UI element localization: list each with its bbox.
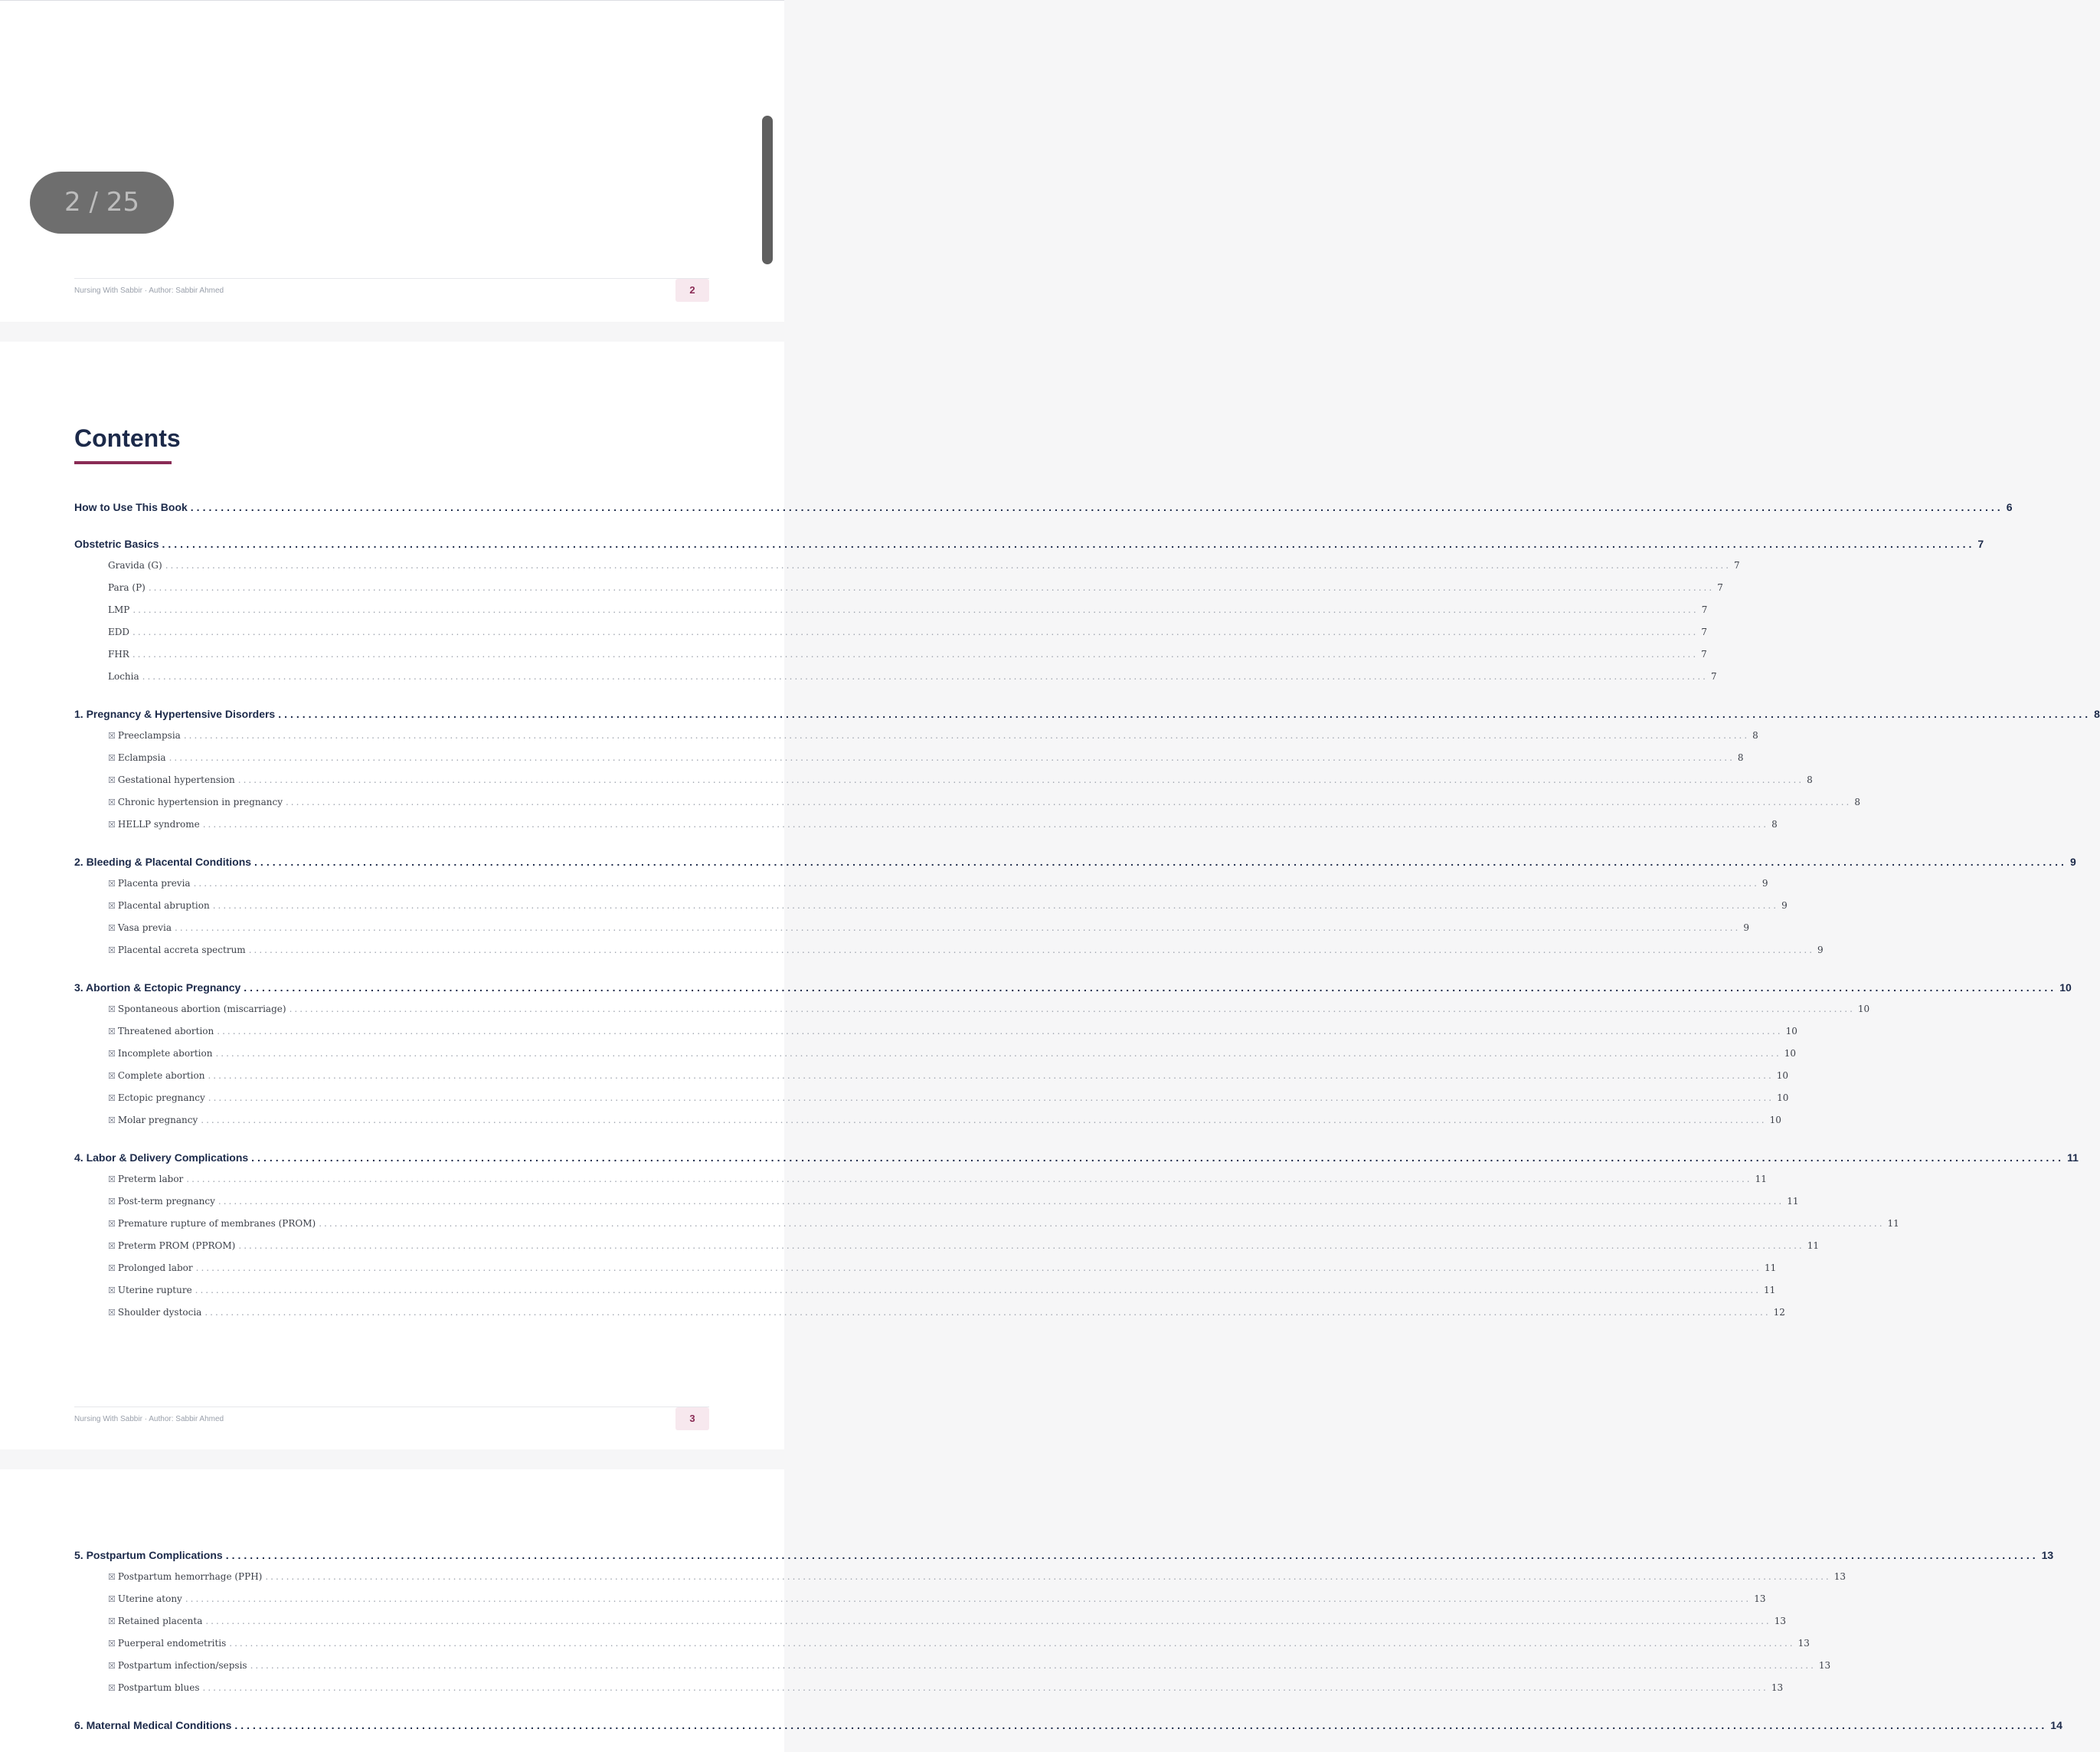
checkbox-icon: ☒ <box>108 1594 116 1604</box>
toc-entry-text: Vasa previa <box>117 922 172 933</box>
toc-page-number: 8 <box>2094 708 2100 720</box>
footer-page-number: 3 <box>675 1407 709 1430</box>
toc-subentry[interactable] <box>74 1571 1846 1593</box>
footer-text: Nursing With Sabbir · Author: Sabbir Ahmed <box>74 287 224 295</box>
dot-leader: ............................................................................................................................................................................................................................................................................................................ <box>215 1048 1781 1059</box>
toc-entry-label <box>108 1571 262 1582</box>
toc-entry-label <box>74 1549 223 1561</box>
toc-page-number: 7 <box>1701 627 1707 637</box>
checkbox-icon: ☒ <box>108 1616 116 1626</box>
dot-leader: ............................................................................................................................................................................................................................................................................................................ <box>162 538 1975 550</box>
toc-page-number: 7 <box>1701 649 1707 660</box>
toc-subentry[interactable] <box>74 1307 1785 1329</box>
toc-entry-text: Lochia <box>108 671 139 682</box>
toc-entry-text: Placenta previa <box>117 878 191 889</box>
toc-entry-label <box>108 582 146 593</box>
toc-section-entry[interactable] <box>74 856 2076 878</box>
toc-subentry[interactable] <box>74 671 1717 693</box>
dot-leader: ............................................................................................................................................................................................................................................................................................................ <box>237 774 1804 785</box>
toc-entry-text: Preterm PROM (PPROM) <box>117 1240 236 1251</box>
checkbox-icon: ☒ <box>108 1263 116 1273</box>
toc-entry-text: Placental accreta spectrum <box>117 945 246 955</box>
toc-entry-text: Incomplete abortion <box>117 1048 213 1059</box>
toc-subentry[interactable] <box>74 1070 1789 1092</box>
toc-subentry[interactable] <box>74 752 1744 774</box>
dot-leader: ............................................................................................................................................................................................................................................................................................................ <box>208 1092 1775 1103</box>
heading-underline <box>74 461 172 464</box>
toc-entry-label <box>108 1638 226 1649</box>
toc-page-number: 10 <box>1769 1115 1781 1125</box>
toc-entry-label <box>74 1719 231 1731</box>
toc-page-number: 7 <box>1717 582 1723 593</box>
dot-leader: ............................................................................................................................................................................................................................................................................................................ <box>168 752 1735 763</box>
toc-page-number: 13 <box>1797 1638 1810 1649</box>
toc-entry-text: Para (P) <box>108 582 146 593</box>
checkbox-icon: ☒ <box>108 1308 116 1318</box>
dot-leader: ............................................................................................................................................................................................................................................................................................................ <box>208 1070 1774 1081</box>
toc-subentry[interactable] <box>74 878 1768 900</box>
checkbox-icon: ☒ <box>108 1661 116 1671</box>
toc-entry-label <box>74 856 251 868</box>
toc-section-entry[interactable] <box>74 1549 2054 1571</box>
toc-section-gap <box>74 841 709 856</box>
toc-entry-label <box>108 1660 247 1671</box>
toc-page-number: 13 <box>1833 1571 1846 1582</box>
toc-entry-label <box>108 774 235 785</box>
toc-entry-text: Obstetric Basics <box>74 538 159 550</box>
page-counter-badge: 2 / 25 <box>30 172 174 234</box>
toc-entry-label <box>108 1240 235 1251</box>
dot-leader: ............................................................................................................................................................................................................................................................................................................ <box>195 1285 1761 1295</box>
toc-entry-label <box>108 627 129 637</box>
footer-text: Nursing With Sabbir · Author: Sabbir Ahmed <box>74 1415 224 1423</box>
toc-entry-text: How to Use This Book <box>74 501 188 513</box>
dot-leader: ............................................................................................................................................................................................................................................................................................................ <box>165 560 1732 571</box>
toc-page-number: 10 <box>1785 1026 1797 1036</box>
toc-entry-label <box>108 1092 205 1103</box>
toc-page-number: 9 <box>1743 922 1749 933</box>
checkbox-icon: ☒ <box>108 1219 116 1229</box>
toc-entry-label <box>108 945 246 955</box>
toc-entry-text: Postpartum infection/sepsis <box>117 1660 247 1671</box>
toc-entry-label <box>108 797 283 807</box>
toc-entry-text: Placental abruption <box>117 900 210 911</box>
toc-page-number: 11 <box>1764 1262 1777 1273</box>
toc-section-entry[interactable] <box>74 1151 2079 1174</box>
checkbox-icon: ☒ <box>108 820 116 830</box>
toc-page-number: 13 <box>1754 1593 1766 1604</box>
dot-leader: ............................................................................................................................................................................................................................................................................................................ <box>285 797 1852 807</box>
toc-entry-label <box>108 819 200 830</box>
toc-section-entry[interactable] <box>74 1719 2062 1741</box>
toc-entry-text: 2. Bleeding & Placental Conditions <box>74 856 252 868</box>
toc-section-gap <box>74 523 709 538</box>
toc-page-number: 9 <box>1761 878 1768 889</box>
toc-subentry[interactable] <box>74 900 1788 922</box>
dot-leader: ............................................................................................................................................................................................................................................................................................................ <box>234 1719 2048 1731</box>
toc-entry-label <box>108 1682 200 1693</box>
dot-leader: ............................................................................................................................................................................................................................................................................................................ <box>201 1115 1767 1125</box>
toc-entry-label <box>108 900 210 911</box>
table-of-contents <box>74 501 2100 1329</box>
toc-entry-text: LMP <box>108 604 130 615</box>
toc-entry-text: Postpartum blues <box>117 1682 200 1693</box>
toc-entry-text: Threatened abortion <box>117 1026 214 1036</box>
toc-subentry[interactable] <box>74 1660 1831 1682</box>
toc-page-number: 11 <box>1887 1218 1899 1229</box>
toc-subentry[interactable] <box>74 627 1707 649</box>
toc-subentry[interactable] <box>74 819 1778 841</box>
checkbox-icon: ☒ <box>108 1639 116 1649</box>
toc-page-number: 10 <box>1776 1070 1789 1081</box>
dot-leader: ............................................................................................................................................................................................................................................................................................................ <box>185 1593 1752 1604</box>
toc-subentry[interactable] <box>74 582 1723 604</box>
toc-page-number: 11 <box>2067 1151 2079 1164</box>
toc-page-number: 7 <box>1977 538 1984 550</box>
dot-leader: ............................................................................................................................................................................................................................................................................................................ <box>175 922 1741 933</box>
toc-entry-text: Eclampsia <box>117 752 166 763</box>
toc-entry-text: Gravida (G) <box>108 560 162 571</box>
checkbox-icon: ☒ <box>108 1683 116 1693</box>
toc-entry-text: 5. Postpartum Complications <box>74 1549 223 1561</box>
toc-subentry[interactable] <box>74 797 1860 819</box>
dot-leader: ............................................................................................................................................................................................................................................................................................................ <box>289 1004 1855 1014</box>
toc-page-number: 11 <box>1807 1240 1819 1251</box>
toc-page-number: 13 <box>1818 1660 1831 1671</box>
dot-leader: ............................................................................................................................................................................................................................................................................................................ <box>225 1549 2039 1561</box>
dot-leader: ............................................................................................................................................................................................................................................................................................................ <box>251 1151 2065 1164</box>
toc-page-number: 7 <box>1701 604 1708 615</box>
toc-subentry[interactable] <box>74 560 1740 582</box>
toc-entry-text: Complete abortion <box>117 1070 205 1081</box>
toc-entry-label <box>108 1048 212 1059</box>
toc-entry-text: Premature rupture of membranes (PROM) <box>117 1218 316 1229</box>
dot-leader: ............................................................................................................................................................................................................................................................................................................ <box>148 582 1715 593</box>
toc-page-number: 8 <box>1854 797 1860 807</box>
toc-page-number: 8 <box>1737 752 1744 763</box>
checkbox-icon: ☒ <box>108 753 116 763</box>
toc-subentry[interactable] <box>74 1682 1784 1705</box>
toc-entry-text: Shoulder dystocia <box>117 1307 202 1318</box>
toc-subentry[interactable] <box>74 1174 1767 1196</box>
toc-entry-label <box>108 1196 215 1207</box>
dot-leader: ............................................................................................................................................................................................................................................................................................................ <box>142 671 1708 682</box>
toc-page-number: 12 <box>1773 1307 1785 1318</box>
toc-entry-text: EDD <box>108 627 130 637</box>
toc-subentry[interactable] <box>74 1004 1870 1026</box>
toc-page-number: 14 <box>2050 1719 2062 1731</box>
document-page-4 <box>0 1469 2062 1752</box>
checkbox-icon: ☒ <box>108 1174 116 1184</box>
toc-entry-label <box>108 1262 193 1273</box>
toc-entry-text: 4. Labor & Delivery Complications <box>74 1151 249 1164</box>
toc-entry-label <box>108 1026 214 1036</box>
toc-subentry[interactable] <box>74 1616 1786 1638</box>
page-footer <box>74 278 709 302</box>
dot-leader: ............................................................................................................................................................................................................................................................................................................ <box>132 649 1699 660</box>
toc-section-gap <box>74 693 709 708</box>
toc-entry-text: Gestational hypertension <box>117 774 235 785</box>
toc-entry-text: Chronic hypertension in pregnancy <box>117 797 283 807</box>
toc-entry-text: 3. Abortion & Ectopic Pregnancy <box>74 981 241 994</box>
dot-leader: ............................................................................................................................................................................................................................................................................................................ <box>132 627 1699 637</box>
toc-page-number: 13 <box>2041 1549 2054 1561</box>
dot-leader: ............................................................................................................................................................................................................................................................................................................ <box>278 708 2092 720</box>
toc-entry-text: Molar pregnancy <box>117 1115 198 1125</box>
checkbox-icon: ☒ <box>108 879 116 889</box>
toc-entry-text: Uterine rupture <box>117 1285 192 1295</box>
checkbox-icon: ☒ <box>108 1027 116 1036</box>
dot-leader: ............................................................................................................................................................................................................................................................................................................ <box>319 1218 1885 1229</box>
footer-page-number: 2 <box>675 279 709 302</box>
toc-section-entry[interactable] <box>74 501 2013 523</box>
toc-subentry[interactable] <box>74 1638 1810 1660</box>
dot-leader: ............................................................................................................................................................................................................................................................................................................ <box>195 1262 1761 1273</box>
checkbox-icon: ☒ <box>108 945 116 955</box>
toc-entry-label <box>108 730 181 741</box>
dot-leader: ............................................................................................................................................................................................................................................................................................................ <box>217 1026 1783 1036</box>
checkbox-icon: ☒ <box>108 1049 116 1059</box>
toc-entry-label <box>74 981 240 994</box>
dot-leader: ............................................................................................................................................................................................................................................................................................................ <box>204 1307 1771 1318</box>
dot-leader: ............................................................................................................................................................................................................................................................................................................ <box>265 1571 1831 1582</box>
toc-subentry[interactable] <box>74 1218 1899 1240</box>
toc-entry-label <box>108 649 129 660</box>
checkbox-icon: ☒ <box>108 797 116 807</box>
toc-section-entry[interactable] <box>74 981 2072 1004</box>
toc-entry-text: Spontaneous abortion (miscarriage) <box>117 1004 286 1014</box>
toc-page-number: 10 <box>1784 1048 1797 1059</box>
toc-entry-text: Uterine atony <box>117 1593 182 1604</box>
toc-page-number: 11 <box>1787 1196 1799 1207</box>
contents-heading: Contents <box>74 424 181 452</box>
toc-entry-label <box>108 1004 286 1014</box>
toc-entry-text: 1. Pregnancy & Hypertensive Disorders <box>74 708 276 720</box>
toc-subentry[interactable] <box>74 774 1813 797</box>
toc-subentry[interactable] <box>74 1262 1777 1285</box>
toc-subentry[interactable] <box>74 922 1749 945</box>
dot-leader: ............................................................................................................................................................................................................................................................................................................ <box>190 501 2004 513</box>
checkbox-icon: ☒ <box>108 901 116 911</box>
toc-page-number: 7 <box>1710 671 1717 682</box>
toc-page-number: 8 <box>1771 819 1778 830</box>
toc-subentry[interactable] <box>74 1026 1797 1048</box>
checkbox-icon: ☒ <box>108 731 116 741</box>
toc-section-gap <box>74 1705 709 1719</box>
toc-entry-text: Preeclampsia <box>117 730 181 741</box>
dot-leader: ............................................................................................................................................................................................................................................................................................................ <box>250 1660 1816 1671</box>
dot-leader: ............................................................................................................................................................................................................................................................................................................ <box>229 1638 1795 1649</box>
toc-entry-label <box>108 1174 183 1184</box>
toc-entry-label <box>108 560 162 571</box>
toc-section-entry[interactable] <box>74 708 2100 730</box>
toc-page-number: 13 <box>1774 1616 1786 1626</box>
toc-entry-text: 6. Maternal Medical Conditions <box>74 1719 232 1731</box>
toc-entry-label <box>108 604 129 615</box>
toc-page-number: 7 <box>1734 560 1740 571</box>
dot-leader: ............................................................................................................................................................................................................................................................................................................ <box>193 878 1759 889</box>
toc-entry-label <box>108 671 139 682</box>
toc-page-number: 8 <box>1752 730 1758 741</box>
toc-entry-label <box>108 1285 192 1295</box>
dot-leader: ............................................................................................................................................................................................................................................................................................................ <box>218 1196 1784 1207</box>
toc-page-number: 10 <box>2059 981 2072 994</box>
vertical-scrollbar[interactable] <box>762 116 773 264</box>
dot-leader: ............................................................................................................................................................................................................................................................................................................ <box>202 819 1769 830</box>
checkbox-icon: ☒ <box>108 1285 116 1295</box>
page-footer <box>74 1407 709 1430</box>
toc-entry-text: Puerperal endometritis <box>117 1638 227 1649</box>
checkbox-icon: ☒ <box>108 923 116 933</box>
dot-leader: ............................................................................................................................................................................................................................................................................................................ <box>202 1682 1768 1693</box>
document-page-2 <box>0 0 784 322</box>
toc-subentry[interactable] <box>74 945 1824 967</box>
toc-entry-text: Prolonged labor <box>117 1262 193 1273</box>
toc-entry-text: Preterm labor <box>117 1174 184 1184</box>
toc-entry-label <box>108 878 191 889</box>
toc-entry-text: FHR <box>108 649 129 660</box>
toc-entry-text: Post-term pregnancy <box>117 1196 215 1207</box>
toc-entry-label <box>108 1593 182 1604</box>
toc-subentry[interactable] <box>74 1115 1781 1137</box>
toc-page-number: 6 <box>2006 501 2013 513</box>
toc-page-number: 13 <box>1771 1682 1784 1693</box>
toc-subentry[interactable] <box>74 1196 1799 1218</box>
toc-subentry[interactable] <box>74 1092 1789 1115</box>
table-of-contents-continued <box>74 1549 2062 1741</box>
dot-leader: ............................................................................................................................................................................................................................................................................................................ <box>212 900 1779 911</box>
toc-subentry[interactable] <box>74 1240 1819 1262</box>
toc-entry-label <box>74 538 159 550</box>
toc-subentry[interactable] <box>74 1593 1766 1616</box>
toc-section-gap <box>74 1137 709 1151</box>
toc-page-number: 10 <box>1777 1092 1789 1103</box>
toc-entry-label <box>108 1070 204 1081</box>
dot-leader: ............................................................................................................................................................................................................................................................................................................ <box>186 1174 1752 1184</box>
toc-page-number: 11 <box>1764 1285 1776 1295</box>
toc-entry-text: HELLP syndrome <box>117 819 200 830</box>
checkbox-icon: ☒ <box>108 1115 116 1125</box>
toc-entry-label <box>74 708 275 720</box>
toc-page-number: 9 <box>1781 900 1788 911</box>
toc-subentry[interactable] <box>74 604 1708 627</box>
toc-entry-label <box>74 501 188 513</box>
checkbox-icon: ☒ <box>108 775 116 785</box>
toc-subentry[interactable] <box>74 649 1707 671</box>
toc-page-number: 10 <box>1857 1004 1870 1014</box>
checkbox-icon: ☒ <box>108 1071 116 1081</box>
toc-entry-label <box>108 1218 316 1229</box>
dot-leader: ............................................................................................................................................................................................................................................................................................................ <box>254 856 2067 868</box>
checkbox-icon: ☒ <box>108 1572 116 1582</box>
toc-entry-label <box>108 1115 198 1125</box>
checkbox-icon: ☒ <box>108 1004 116 1014</box>
dot-leader: ............................................................................................................................................................................................................................................................................................................ <box>183 730 1750 741</box>
dot-leader: ............................................................................................................................................................................................................................................................................................................ <box>205 1616 1771 1626</box>
checkbox-icon: ☒ <box>108 1241 116 1251</box>
checkbox-icon: ☒ <box>108 1093 116 1103</box>
toc-page-number: 9 <box>2069 856 2076 868</box>
toc-entry-label <box>74 1151 248 1164</box>
toc-entry-label <box>108 922 172 933</box>
toc-entry-text: Ectopic pregnancy <box>117 1092 205 1103</box>
toc-subentry[interactable] <box>74 730 1758 752</box>
dot-leader: ............................................................................................................................................................................................................................................................................................................ <box>238 1240 1804 1251</box>
toc-entry-label <box>108 1307 201 1318</box>
toc-subentry[interactable] <box>74 1048 1797 1070</box>
toc-section-gap <box>74 967 709 981</box>
document-page-3 <box>0 342 2100 1449</box>
toc-entry-label <box>108 752 166 763</box>
dot-leader: ............................................................................................................................................................................................................................................................................................................ <box>132 604 1699 615</box>
toc-section-entry[interactable] <box>74 538 1984 560</box>
toc-page-number: 9 <box>1817 945 1824 955</box>
toc-subentry[interactable] <box>74 1285 1776 1307</box>
dot-leader: ............................................................................................................................................................................................................................................................................................................ <box>248 945 1815 955</box>
toc-page-number: 11 <box>1755 1174 1767 1184</box>
toc-entry-label <box>108 1616 202 1626</box>
toc-entry-text: Postpartum hemorrhage (PPH) <box>117 1571 263 1582</box>
toc-entry-text: Retained placenta <box>117 1616 203 1626</box>
checkbox-icon: ☒ <box>108 1197 116 1207</box>
dot-leader: ............................................................................................................................................................................................................................................................................................................ <box>244 981 2057 994</box>
toc-page-number: 8 <box>1807 774 1813 785</box>
